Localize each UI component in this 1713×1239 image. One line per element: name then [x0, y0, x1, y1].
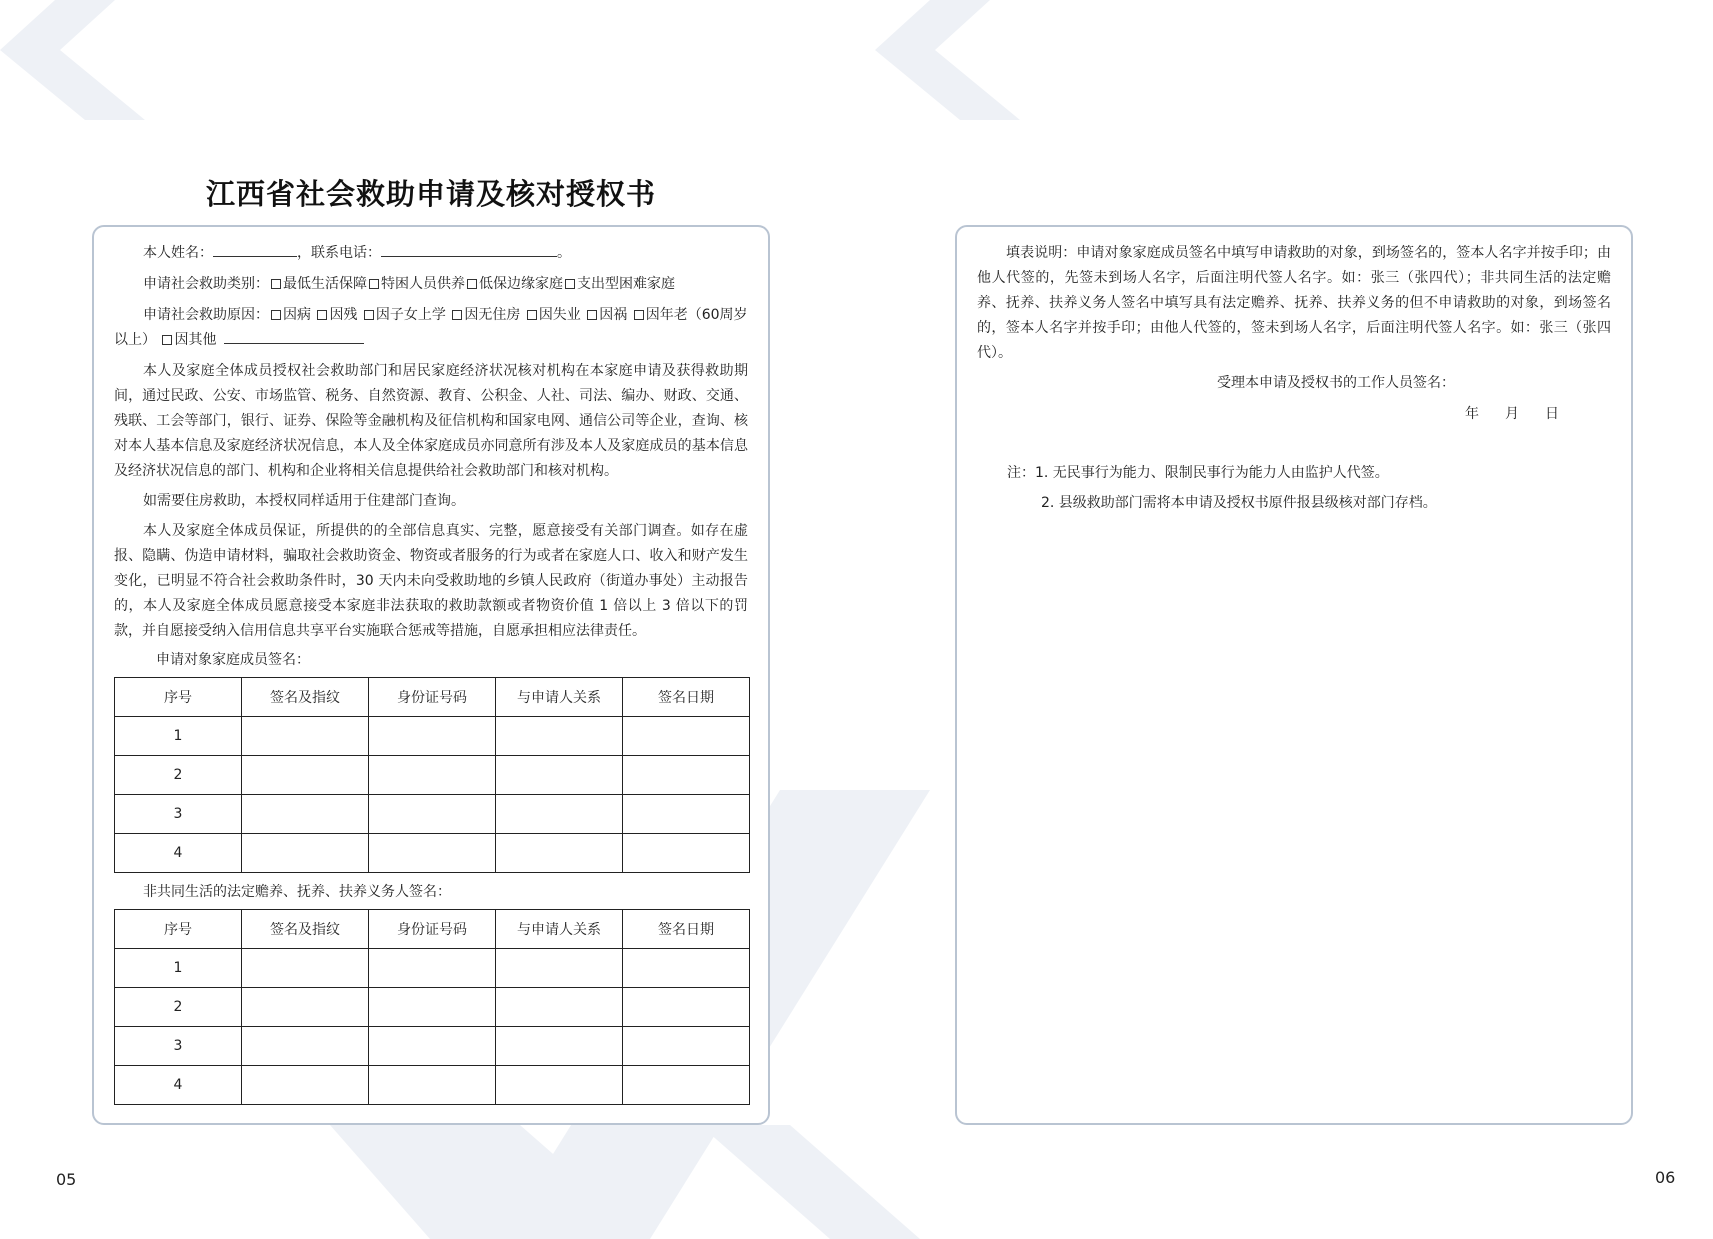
date-cell[interactable] — [623, 795, 750, 834]
phone-end: 。 — [557, 245, 571, 261]
signature-cell[interactable] — [242, 949, 369, 988]
row-number: 1 — [115, 949, 242, 988]
date-cell[interactable] — [623, 756, 750, 795]
relation-cell[interactable] — [496, 1066, 623, 1105]
id-number-cell[interactable] — [369, 834, 496, 873]
table-row — [115, 756, 750, 795]
reason-option[interactable]: 因失业 — [525, 307, 581, 323]
row-number: 3 — [115, 795, 242, 834]
reason-option[interactable]: 因其他 — [160, 332, 216, 348]
checkbox[interactable] — [527, 310, 537, 320]
name-field[interactable] — [213, 242, 297, 257]
date-cell[interactable] — [623, 1066, 750, 1105]
table-row — [115, 834, 750, 873]
column-header: 与申请人关系 — [496, 910, 623, 949]
signature-cell[interactable] — [242, 717, 369, 756]
category-option[interactable]: 最低生活保障 — [269, 276, 367, 292]
checkbox[interactable] — [452, 310, 462, 320]
reason-option[interactable]: 因年老（60周岁以上） — [114, 307, 748, 348]
row-number: 4 — [115, 1066, 242, 1105]
reason-option[interactable]: 因祸 — [585, 307, 627, 323]
family-signature-heading: 申请对象家庭成员签名： — [156, 652, 310, 668]
column-header: 身份证号码 — [369, 678, 496, 717]
signature-cell[interactable] — [242, 834, 369, 873]
category-option[interactable]: 特困人员供养 — [367, 276, 465, 292]
page-number-right: 06 — [1655, 1168, 1676, 1187]
column-header: 序号 — [115, 678, 242, 717]
authorization-form-panel — [92, 225, 770, 1125]
row-number: 1 — [115, 717, 242, 756]
reason-option[interactable]: 因残 — [315, 307, 357, 323]
reason-line — [114, 303, 748, 353]
bg-stripe-bottom-3 — [700, 1125, 920, 1239]
column-header: 与申请人关系 — [496, 678, 623, 717]
table-row — [115, 1066, 750, 1105]
other-reason-field[interactable] — [224, 329, 364, 344]
checkbox[interactable] — [364, 310, 374, 320]
name-phone-line — [114, 241, 748, 266]
reason-label: 申请社会救助原因： — [143, 307, 269, 323]
checkbox[interactable] — [634, 310, 644, 320]
obligor-signature-heading: 非共同生活的法定赡养、抚养、扶养义务人签名： — [143, 884, 451, 900]
signature-cell[interactable] — [242, 795, 369, 834]
relation-cell[interactable] — [496, 834, 623, 873]
phone-label: ，联系电话： — [297, 245, 381, 261]
table-row — [115, 795, 750, 834]
table-row — [115, 949, 750, 988]
signature-date — [977, 402, 1611, 427]
checkbox[interactable] — [162, 335, 172, 345]
id-number-cell[interactable] — [369, 717, 496, 756]
signature-cell[interactable] — [242, 1066, 369, 1105]
page-title: 江西省社会救助申请及核对授权书 — [205, 177, 656, 211]
id-number-cell[interactable] — [369, 949, 496, 988]
obligor-signature-table — [114, 909, 750, 1105]
date-month: 月 — [1505, 406, 1519, 422]
instructions-panel — [955, 225, 1633, 1125]
relation-cell[interactable] — [496, 756, 623, 795]
table-row — [115, 717, 750, 756]
category-line — [114, 272, 748, 297]
column-header: 序号 — [115, 910, 242, 949]
date-day: 日 — [1545, 406, 1559, 422]
checkbox[interactable] — [271, 310, 281, 320]
date-cell[interactable] — [623, 988, 750, 1027]
column-header: 签名及指纹 — [242, 910, 369, 949]
row-number: 3 — [115, 1027, 242, 1066]
checkbox[interactable] — [317, 310, 327, 320]
reason-option[interactable]: 因无住房 — [450, 307, 520, 323]
date-cell[interactable] — [623, 717, 750, 756]
relation-cell[interactable] — [496, 949, 623, 988]
signature-cell[interactable] — [242, 1027, 369, 1066]
checkbox[interactable] — [565, 279, 575, 289]
relation-cell[interactable] — [496, 1027, 623, 1066]
authorization-paragraph: 本人及家庭全体成员授权社会救助部门和居民家庭经济状况核对机构在本家庭申请及获得救助期间，通过民政、公安、市场监管、税务、自然资源、教育、公积金、人社、司法、编办、财政、交通、残联、工会等部门，银行、证券、保险等金融机构及征信机构和国家电网、通信公司等企业，查询、核对本人基本信息及家庭经济状况信息，本人及全体家庭成员亦同意所有涉及本人及家庭成员的基本信息及经济状况信息的部门、机构和企业将相关信息提供给社会救助部门和核对机构。 — [114, 363, 748, 479]
fill-instructions: 填表说明：申请对象家庭成员签名中填写申请救助的对象，到场签名的，签本人名字并按手印；由他人代签的，先签未到场人名字，后面注明代签人名字。如：张三（张四代）；非共同生活的法定赡养、抚养、扶养义务人签名中填写具有法定赡养、抚养、扶养义务的但不申请救助的对象，到场签名的，签本人名字并按手印；由他人代签的，签未到场人名字，后面注明代签人名字。如：张三（张四代）。 — [977, 245, 1611, 361]
category-option[interactable]: 低保边缘家庭 — [465, 276, 563, 292]
note-1: 注：1. 无民事行为能力、限制民事行为能力人由监护人代签。 — [1007, 465, 1389, 481]
column-header: 签名及指纹 — [242, 678, 369, 717]
bg-chevron-top-mid — [875, 0, 1020, 120]
category-option[interactable]: 支出型困难家庭 — [563, 276, 675, 292]
checkbox[interactable] — [587, 310, 597, 320]
table-row — [115, 1027, 750, 1066]
relation-cell[interactable] — [496, 795, 623, 834]
checkbox[interactable] — [369, 279, 379, 289]
column-header: 签名日期 — [623, 678, 750, 717]
bg-chevron-top-left — [0, 0, 145, 120]
date-cell[interactable] — [623, 949, 750, 988]
column-header: 签名日期 — [623, 910, 750, 949]
reason-option[interactable]: 因病 — [269, 307, 311, 323]
column-header: 身份证号码 — [369, 910, 496, 949]
table-header-row — [115, 678, 750, 717]
checkbox[interactable] — [271, 279, 281, 289]
id-number-cell[interactable] — [369, 988, 496, 1027]
row-number: 4 — [115, 834, 242, 873]
id-number-cell[interactable] — [369, 756, 496, 795]
row-number: 2 — [115, 756, 242, 795]
name-label: 本人姓名： — [143, 245, 213, 261]
id-number-cell[interactable] — [369, 1066, 496, 1105]
signature-cell[interactable] — [242, 988, 369, 1027]
id-number-cell[interactable] — [369, 1027, 496, 1066]
relation-cell[interactable] — [496, 717, 623, 756]
signature-cell[interactable] — [242, 756, 369, 795]
row-number: 2 — [115, 988, 242, 1027]
page-number-left: 05 — [56, 1170, 77, 1189]
checkbox[interactable] — [467, 279, 477, 289]
id-number-cell[interactable] — [369, 795, 496, 834]
reason-option[interactable]: 因子女上学 — [362, 307, 446, 323]
date-cell[interactable] — [623, 834, 750, 873]
phone-field[interactable] — [381, 242, 557, 257]
relation-cell[interactable] — [496, 988, 623, 1027]
staff-signature-label: 受理本申请及授权书的工作人员签名： — [1217, 375, 1455, 391]
date-year: 年 — [1465, 406, 1479, 422]
table-row — [115, 988, 750, 1027]
table-header-row — [115, 910, 750, 949]
date-cell[interactable] — [623, 1027, 750, 1066]
category-label: 申请社会救助类别： — [143, 276, 269, 292]
housing-paragraph: 如需要住房救助，本授权同样适用于住建部门查询。 — [143, 493, 465, 509]
guarantee-paragraph: 本人及家庭全体成员保证，所提供的的全部信息真实、完整，愿意接受有关部门调查。如存在虚报、隐瞒、伪造申请材料，骗取社会救助资金、物资或者服务的行为或者在家庭人口、收入和财产发生变化，已明显不符合社会救助条件时，30 天内未向受救助地的乡镇人民政府（街道办事处）主动报告的，本人及家庭全体成员愿意接受本家庭非法获取的救助款额或者物资价值 1 倍以上 3 倍以下的罚款，并自愿接受纳入信用信息共享平台实施联合惩戒等措施，自愿承担相应法律责任。 — [114, 523, 748, 639]
family-signature-table — [114, 677, 750, 873]
note-2: 2. 县级救助部门需将本申请及授权书原件报县级核对部门存档。 — [1041, 495, 1437, 511]
